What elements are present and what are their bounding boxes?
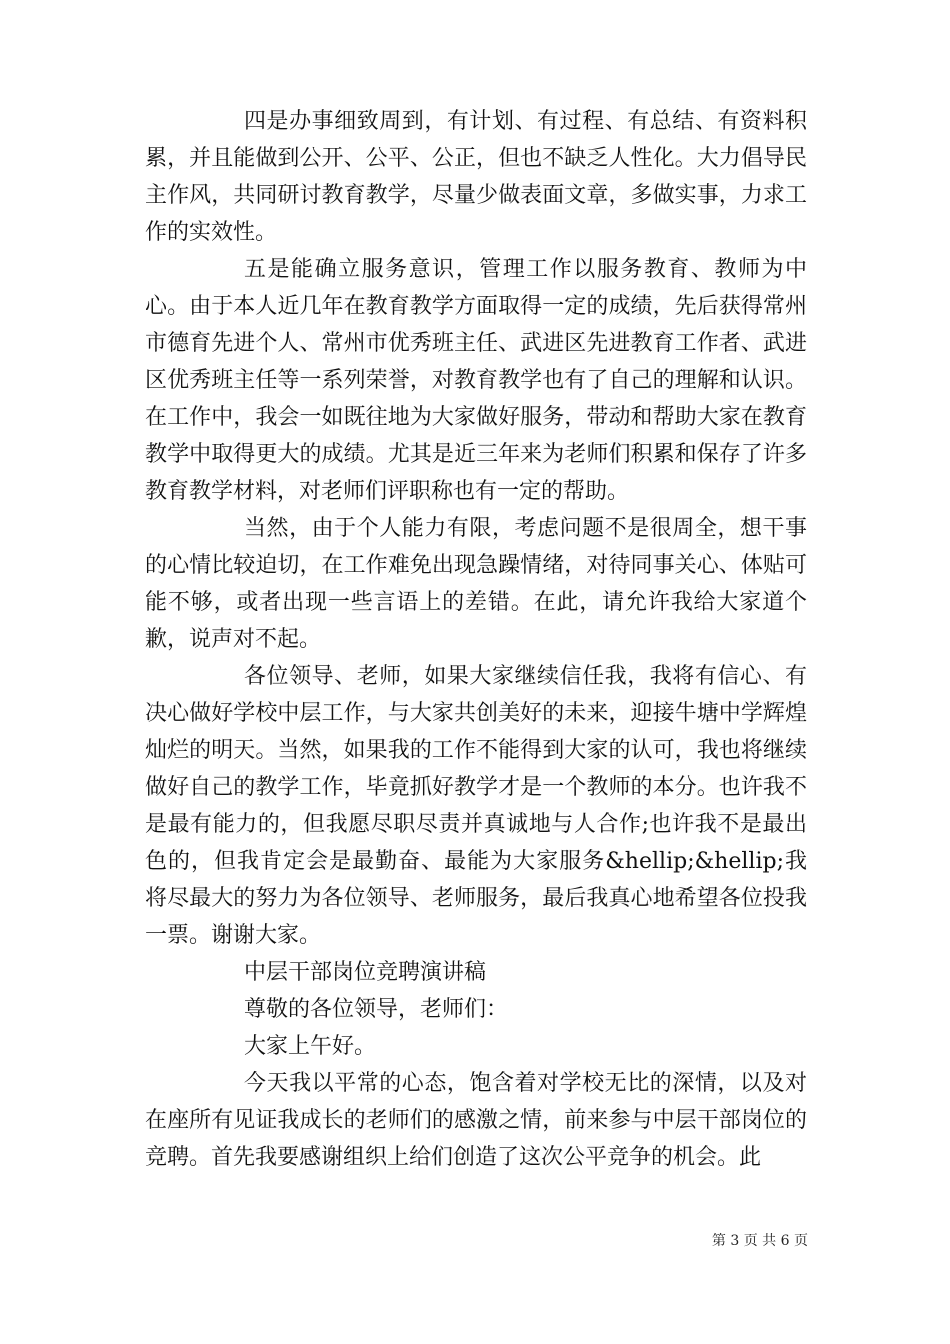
speech-title: 中层干部岗位竞聘演讲稿 xyxy=(244,960,487,985)
document-body xyxy=(145,103,807,1176)
paragraph-apology: 当然，由于个人能力有限，考虑问题不是很周全，想干事的心情比较迫切，在工作难免出现急躁情绪，对待同事关心、体贴可能不够，或者出现一些言语上的差错。在此，请允许我给大家道个歉，说声对不起。 xyxy=(145,516,807,652)
paragraph-opening: 今天我以平常的心态，饱含着对学校无比的深情，以及对在座所有见证我成长的老师们的感激之情，前来参与中层干部岗位的竞聘。首先我要感谢组织上给们创造了这次公平竞争的机会。此 xyxy=(145,1071,807,1170)
paragraph-item-5: 五是能确立服务意识，管理工作以服务教育、教师为中心。由于本人近几年在教育教学方面取得一定的成绩，先后获得常州市德育先进个人、常州市优秀班主任、武进区先进教育工作者、武进区优秀班主任等一系列荣誉，对教育教学也有了自己的理解和认识。在工作中，我会一如既往地为大家做好服务，带动和帮助大家在教育教学中取得更大的成绩。尤其是近三年来为老师们积累和保存了许多教育教学材料，对老师们评职称也有一定的帮助。 xyxy=(145,257,807,504)
speech-greeting: 大家上午好。 xyxy=(244,1034,377,1059)
page-number: 第 3 页 共 6 页 xyxy=(711,1233,808,1249)
paragraph-closing: 各位领导、老师，如果大家继续信任我，我将有信心、有决心做好学校中层工作，与大家共创美好的未来，迎接牛塘中学辉煌灿烂的明天。当然，如果我的工作不能得到大家的认可，我也将继续做好自己的教学工作，毕竟抓好教学才是一个教师的本分。也许我不是最有能力的，但我愿尽职尽责并真诚地与人合作;也许我不是最出色的，但我肯定会是最勤奋、最能为大家服务&hellip;&hellip;我将尽最大的努力为各位领导、老师服务，最后我真心地希望各位投我一票。谢谢大家。 xyxy=(145,664,807,948)
paragraph-item-4: 四是办事细致周到，有计划、有过程、有总结、有资料积累，并且能做到公开、公平、公正，但也不缺乏人性化。大力倡导民主作风，共同研讨教育教学，尽量少做表面文章，多做实事，力求工作的实效性。 xyxy=(145,109,807,245)
speech-salutation: 尊敬的各位领导，老师们： xyxy=(244,997,509,1022)
